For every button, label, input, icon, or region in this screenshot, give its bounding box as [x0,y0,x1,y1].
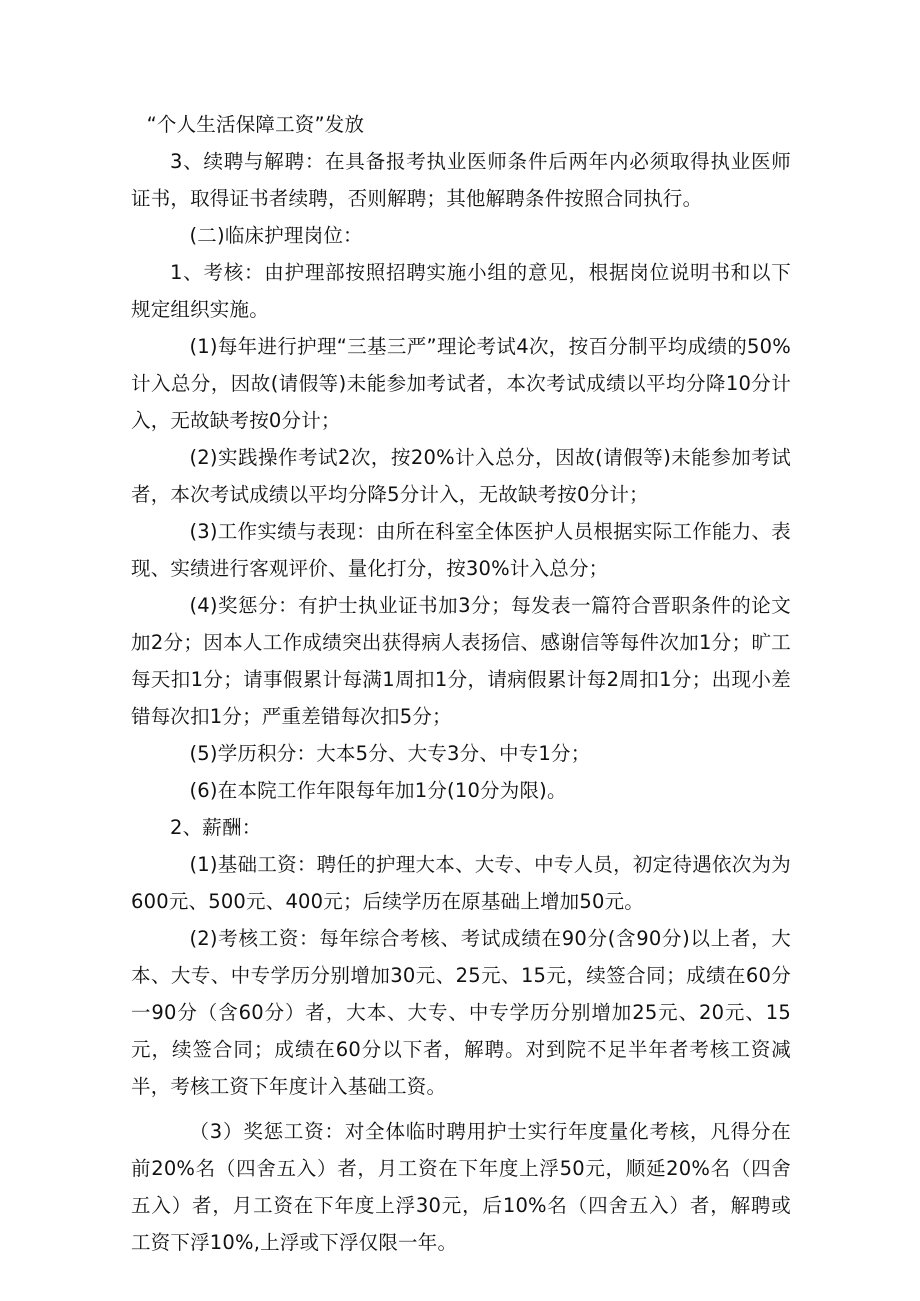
item-assessment-salary: (2)考核工资：每年综合考核、考试成绩在90分(含90分)以上者，大本、大专、中专学历分别增加30元、25元、15元，续签合同；成绩在60分一90分（含60分）者，大本、大专、中专学历分别增加25元、20元、15元，续签合同；成绩在60分以下者，解聘。对到院不足半年者考核工资减半，考核工资下年度计入基础工资。 [131,927,791,1098]
paragraph-renewal: 3、续聘与解聘：在具备报考执业医师条件后两年内必须取得执业医师证书，取得证书者续聘，否则解聘；其他解聘条件按照合同执行。 [131,150,791,210]
item-education-points: (5)学历积分：大本5分、大专3分、中专1分； [189,742,591,765]
item-theory-exam: (1)每年进行护理“三基三严”理论考试4次，按百分制平均成绩的50%计入总分，因故(请假等)未能参加考试者，本次考试成绩以平均分降10分计入，无故缺考按0分计； [131,335,791,432]
item-practice-exam: (2)实践操作考试2次，按20%计入总分，因故(请假等)未能参加考试者，本次考试成绩以平均分降5分计入，无故缺考按0分计； [131,446,791,506]
item-rewards-penalties: (4)奖惩分：有护士执业证书加3分；每发表一篇符合晋职条件的论文加2分；因本人工作成绩突出获得病人表扬信、感谢信等每件次加1分；旷工每天扣1分；请事假累计每满1周扣1分，请病假累计每2周扣1分；出现小差错每次扣1分；严重差错每次扣5分； [131,594,791,728]
item-years-service: (6)在本院工作年限每年加1分(10分为限)。 [189,779,567,802]
item-performance: (3)工作实绩与表现：由所在科室全体医护人员根据实际工作能力、表现、实绩进行客观评价、量化打分，按30%计入总分； [131,520,791,580]
item-bonus-penalty-salary: （3）奖惩工资：对全体临时聘用护士实行年度量化考核，凡得分在前20%名（四舍五入）者，月工资在下年度上浮50元，顺延20%名（四舍五入）者，月工资在下年度上浮30元，后10%名（四舍五入）者，解聘或工资下浮10%,上浮或下浮仅限一年。 [131,1120,791,1254]
heading-salary: 2、薪酬： [170,816,262,839]
heading-clinical-nursing: (二)临床护理岗位： [189,224,363,247]
document-body [131,106,791,1261]
item-base-salary: (1)基础工资：聘任的护理大本、大专、中专人员，初定待遇依次为为600元、500元、400元；后续学历在原基础上增加50元。 [131,853,791,913]
paragraph-salary-title: “个人生活保障工资”发放 [146,113,365,136]
paragraph-assessment: 1、考核：由护理部按照招聘实施小组的意见，根据岗位说明书和以下规定组织实施。 [131,261,791,321]
